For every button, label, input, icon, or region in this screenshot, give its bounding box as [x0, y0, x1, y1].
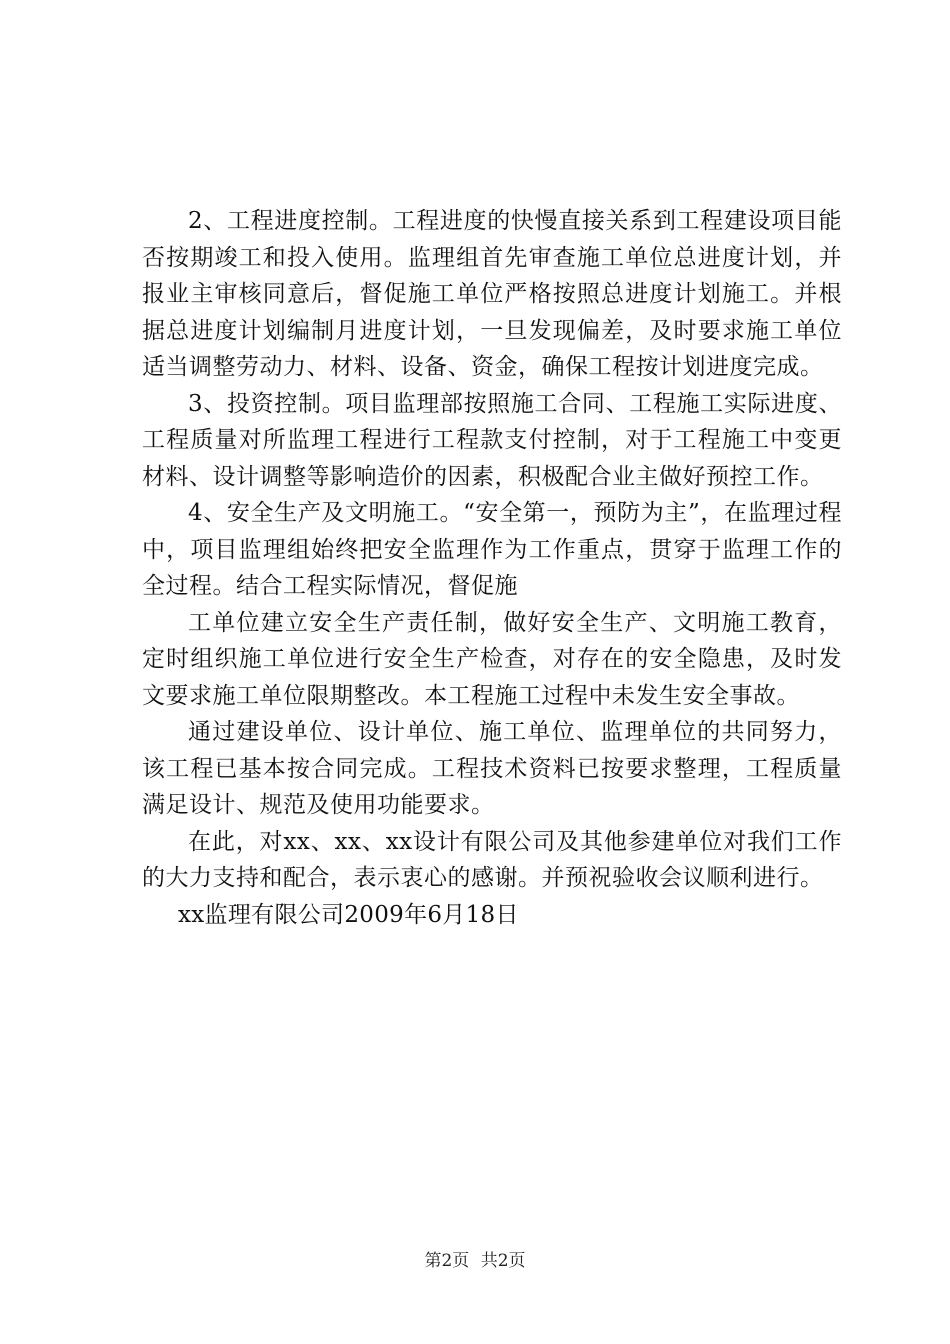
- page-total: 共2页: [480, 1251, 526, 1271]
- paragraph-thanks: 在此，对xx、xx、xx设计有限公司及其他参建单位对我们工作的大力支持和配合，表示衷心的感谢。并预祝验收会议顺利进行。: [142, 828, 842, 891]
- page-number: 第2页: [424, 1251, 470, 1271]
- paragraph-safety-continued: 工单位建立安全生产责任制，做好安全生产、文明施工教育，定时组织施工单位进行安全生产检查，对存在的安全隐患，及时发文要求施工单位限期整改。本工程施工过程中未发生安全事故。: [142, 609, 842, 709]
- paragraph-completion: 通过建设单位、设计单位、施工单位、监理单位的共同努力，该工程已基本按合同完成。工程技术资料已按要求整理，工程质量满足设计、规范及使用功能要求。: [142, 719, 842, 818]
- paragraph-investment-control: 3、投资控制。项目监理部按照施工合同、工程施工实际进度、工程质量对所监理工程进行工程款支付控制，对于工程施工中变更材料、设计调整等影响造价的因素，积极配合业主做好预控工作。: [142, 390, 842, 490]
- paragraph-safety-production: 4、安全生产及文明施工。“安全第一，预防为主”，在监理过程中，项目监理组始终把安全监理作为工作重点，贯穿于监理工作的全过程。结合工程实际情况，督促施: [142, 500, 842, 599]
- signature-line: xx监理有限公司2009年6月18日: [178, 901, 519, 928]
- paragraph-progress-control: 2、工程进度控制。工程进度的快慢直接关系到工程建设项目能否按期竣工和投入使用。监理组首先审查施工单位总进度计划，并报业主审核同意后，督促施工单位严格按照总进度计划施工。并根据总进度计划编制月进度计划，一旦发现偏差，及时要求施工单位适当调整劳动力、材料、设备、资金，确保工程按计划进度完成。: [142, 208, 842, 380]
- document-body: [142, 203, 842, 933]
- page-footer: [0, 1246, 950, 1271]
